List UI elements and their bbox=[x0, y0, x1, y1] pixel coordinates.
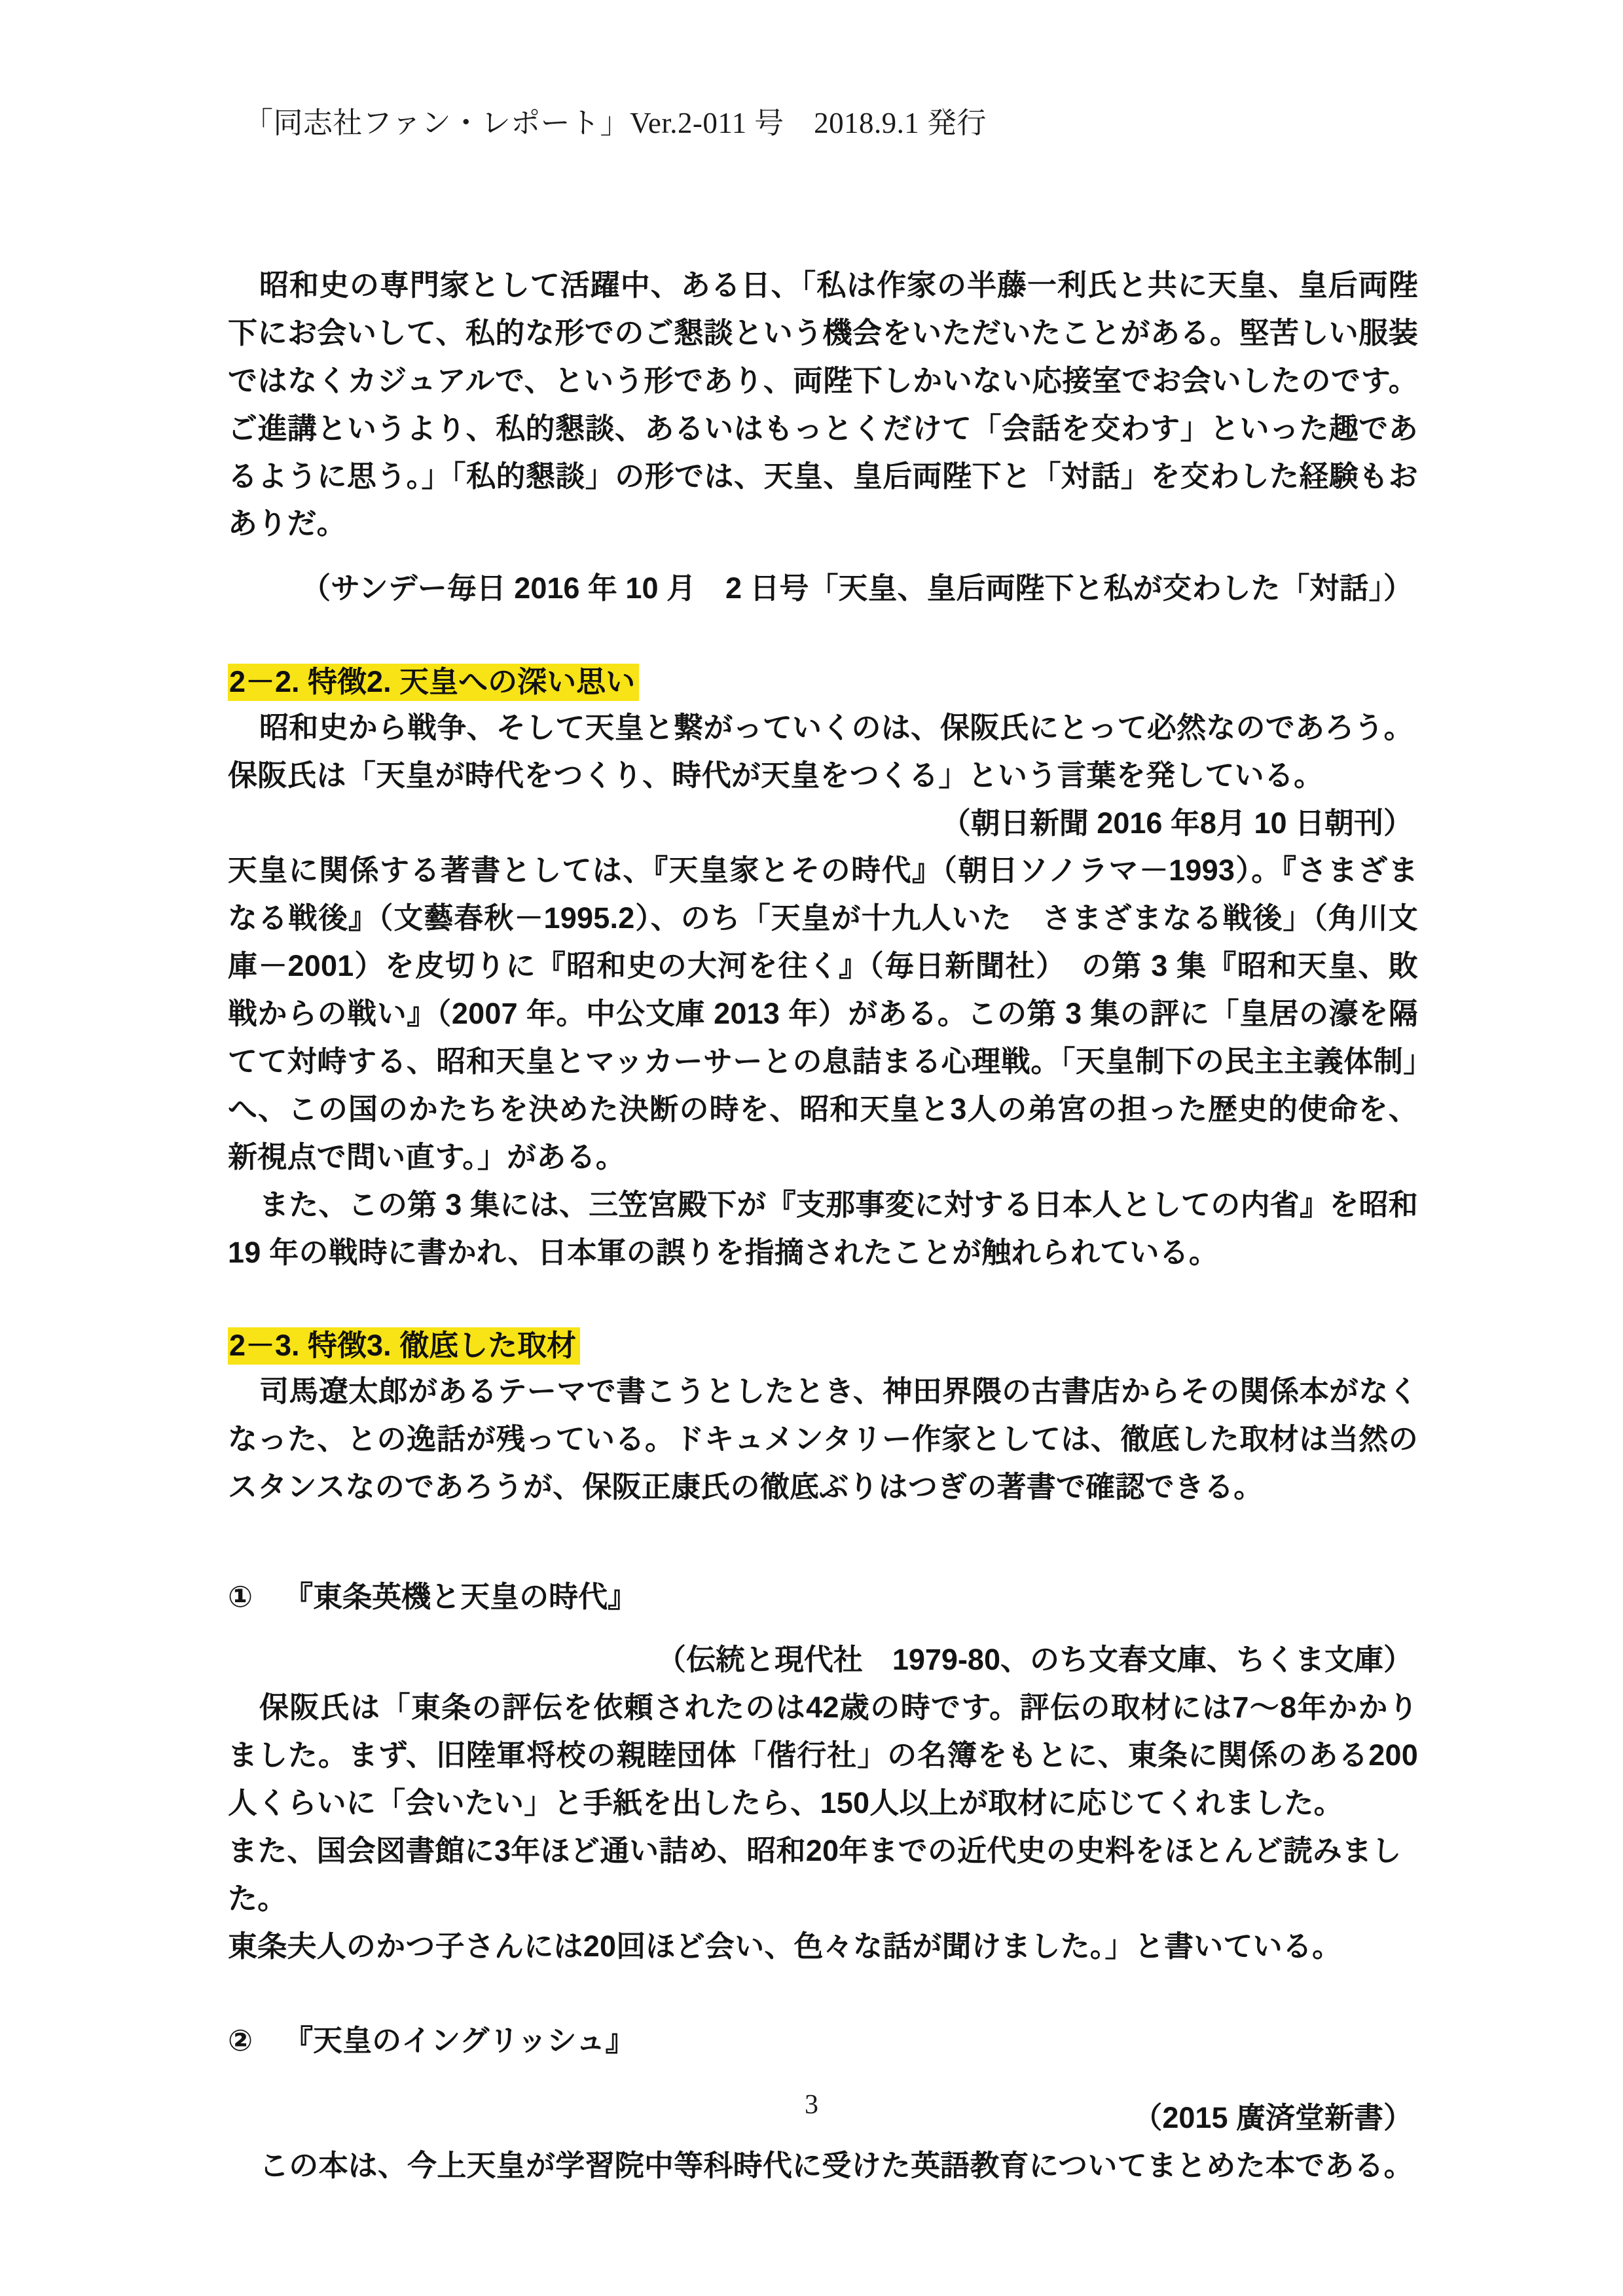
spacer bbox=[228, 613, 1418, 660]
section-2-2-paragraph-2: 保阪氏は「天皇が時代をつくり、時代が天皇をつくる」という言葉を発している。 bbox=[228, 758, 1324, 792]
book-1-body-line-2: また、国会図書館に3年ほど通い詰め、昭和20年までの近代史の史料をほとんど読みました。 bbox=[228, 1833, 1402, 1915]
section-heading-2-2-text: 2－2. 特徴2. 天皇への深い思い bbox=[228, 664, 639, 701]
intro-citation: （サンデー毎日 2016 年 10 月 2 日号「天皇、皇后両陛下と私が交わした「対話」） bbox=[301, 571, 1413, 605]
spacer bbox=[228, 1971, 1418, 2018]
book-entry-1-title bbox=[228, 1574, 1418, 1620]
book-1-body-line-3: 東条夫人のかつ子さんには20回ほど会い、色々な話が聞けました。」と書いている。 bbox=[228, 1929, 1342, 1963]
section-2-2-paragraph-1: 昭和史から戦争、そして天皇と繋がっていくのは、保阪氏にとって必然なのであろう。 bbox=[259, 710, 1413, 744]
book-2-citation: （2015 廣済堂新書） bbox=[1133, 2101, 1413, 2135]
spacer bbox=[228, 1511, 1418, 1574]
book-2-marker: ② bbox=[228, 2023, 253, 2057]
book-1-citation: （伝統と現代社 1979-80、のち文春文庫、ちくま文庫） bbox=[656, 1643, 1413, 1677]
page-number: 3 bbox=[805, 2090, 818, 2120]
section-2-2-paragraph-4: また、この第 3 集には、三笠宮殿下が『支那事変に対する日本人としての内省』を昭和 19 年の戦時に書かれ、日本軍の誤りを指摘されたことが触れられている。 bbox=[228, 1187, 1418, 1269]
document-header: 「同志社ファン・レポート」Ver.2-011 号 2018.9.1 発行 bbox=[244, 107, 987, 139]
document-body bbox=[228, 262, 1418, 2190]
intro-paragraph: 昭和史の専門家として活躍中、ある日、「私は作家の半藤一利氏と共に天皇、皇后両陛下にお会いして、私的な形でのご懇談という機会をいただいたことがある。堅苦しい服装ではなくカジュアルで、という形であり、両陛下しかいない応接室でお会いしたのです。ご進講というより、私的懇談、あるいはもっとくだけて「会話を交わす」といった趣であるように思う。」「私的懇談」の形では、天皇、皇后両陛下と「対話」を交わした経験もおありだ。 bbox=[228, 268, 1418, 541]
book-entry-2-title bbox=[228, 2018, 1418, 2064]
spacer bbox=[228, 1619, 1418, 1636]
section-2-2-citation-1: （朝日新聞 2016 年8月 10 日朝刊） bbox=[941, 806, 1413, 840]
book-2-title: 『天皇のイングリッシュ』 bbox=[283, 2023, 635, 2057]
book-1-title: 『東条英機と天皇の時代』 bbox=[283, 1579, 638, 1613]
book-1-body-line-1: 保阪氏は「東条の評伝を依頼されたのは42歳の時です。評伝の取材には7～8年かかりました。まず、旧陸軍将校の親睦団体「偕行社」の名簿をもとに、東条に関係のある200人くらいに「会いたい」と手紙を出したら、150人以上が取材に応じてくれました。 bbox=[228, 1691, 1418, 1820]
spacer bbox=[228, 1276, 1418, 1323]
book-1-marker: ① bbox=[228, 1579, 253, 1613]
section-heading-2-2 bbox=[228, 660, 1418, 704]
section-2-3-paragraph-1: 司馬遼太郎があるテーマで書こうとしたとき、神田界隈の古書店からその関係本がなくなった、との逸話が残っている。ドキュメンタリー作家としては、徹底した取材は当然のスタンスなのであろうが、保阪正康氏の徹底ぶりはつぎの著書で確認できる。 bbox=[228, 1374, 1418, 1503]
section-heading-2-3 bbox=[228, 1323, 1418, 1368]
section-2-2-paragraph-3: 天皇に関係する著書としては、『天皇家とその時代』（朝日ソノラマ－1993）。『さまざまなる戦後』（文藝春秋－1995.2）、のち「天皇が十九人いた さまざまなる戦後」（角川文庫－2001）を皮切りに『昭和史の大河を往く』（毎日新聞社） の第 3 集『昭和天皇、敗戦からの戦い』（2007 年。中公文庫 2013 年）がある。この第 3 集の評に「皇居の濠を隔てて対峙する、昭和天皇とマッカーサーとの息詰まる心理戦。「天皇制下の民主主義体制」へ、この国のかたちを決めた決断の時を、昭和天皇と3人の弟宮の担った歴史的使命を、新視点で問い直す。」がある。 bbox=[228, 853, 1418, 1174]
section-heading-2-3-text: 2－3. 特徴3. 徹底した取材 bbox=[228, 1327, 580, 1365]
spacer bbox=[228, 548, 1418, 565]
book-2-body-line-1: この本は、今上天皇が学習院中等科時代に受けた英語教育についてまとめた本である。 bbox=[259, 2149, 1413, 2183]
